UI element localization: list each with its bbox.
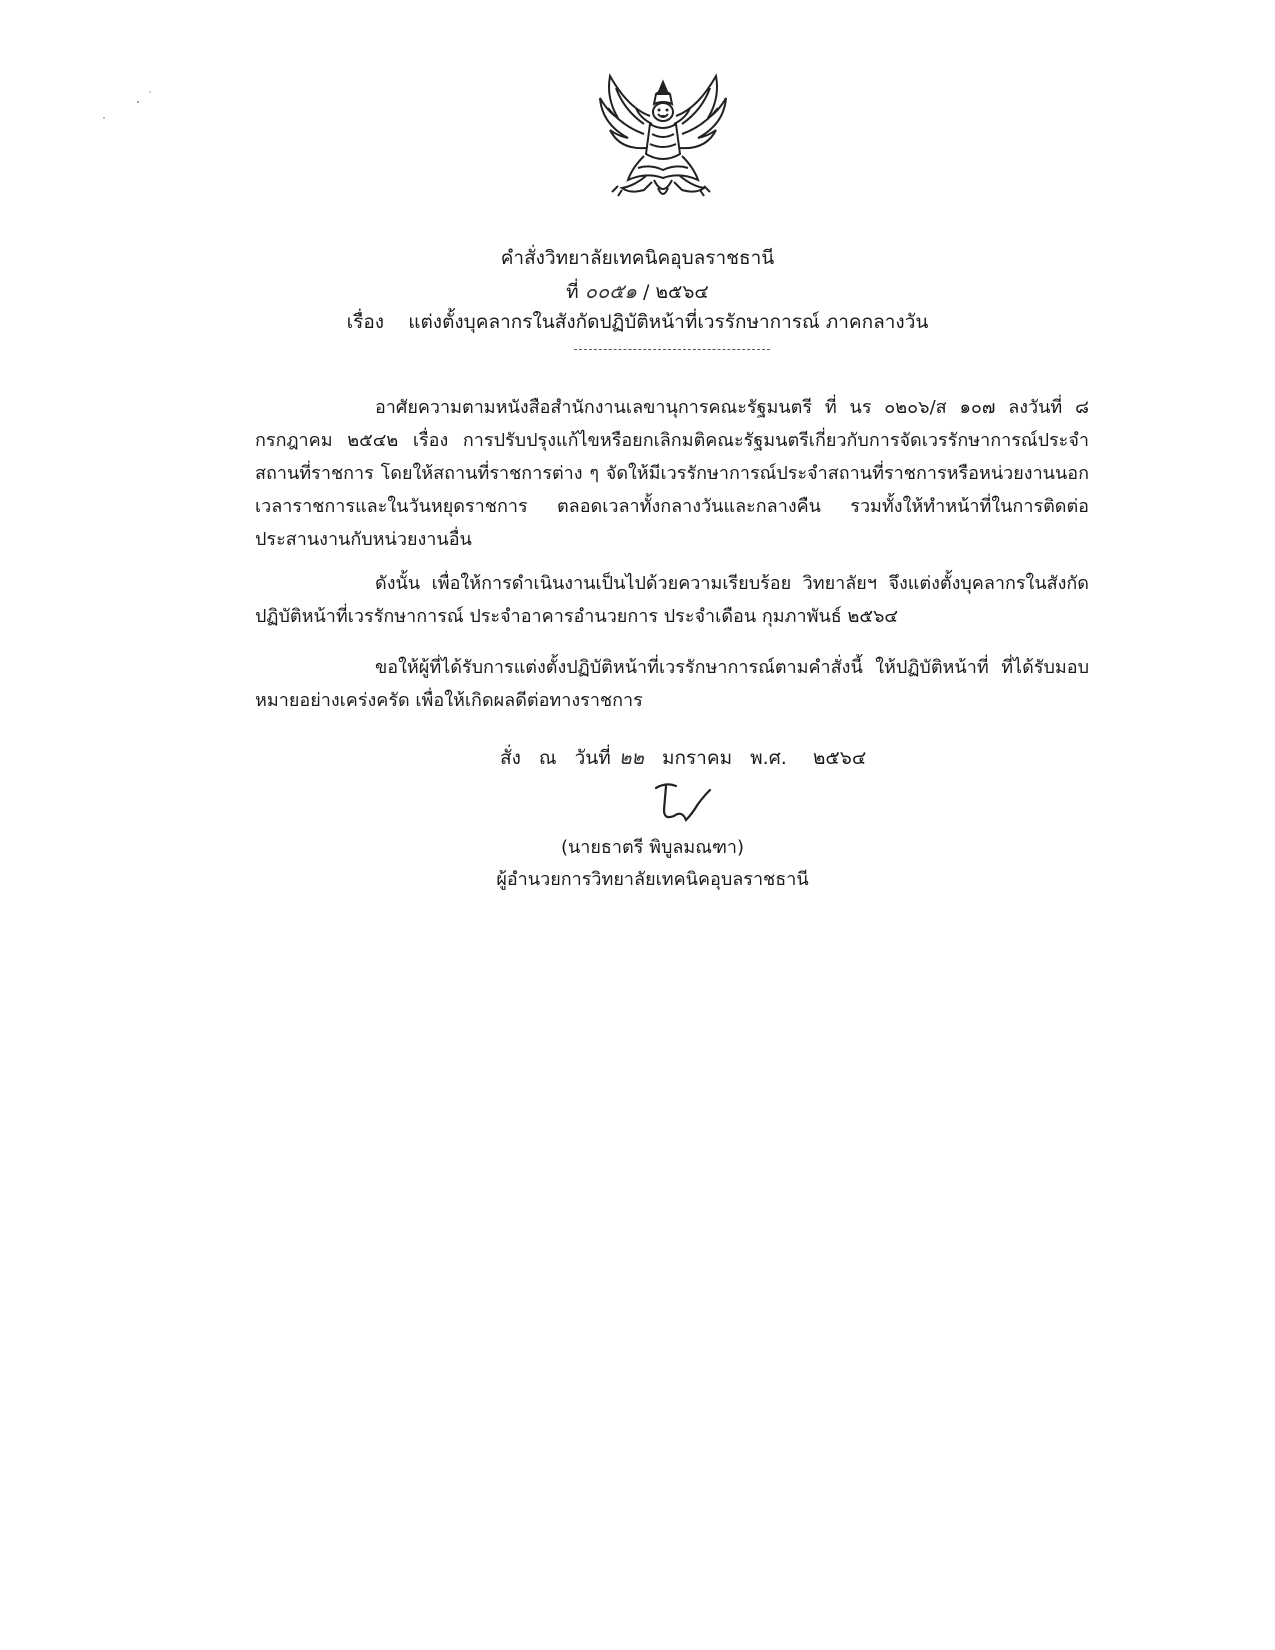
subject-text: แต่งตั้งบุคลากรในสังกัดปฏิบัติหน้าที่เวรรักษาการณ์ ภาคกลางวัน <box>408 311 929 333</box>
date-day-handwritten: ๒๒ <box>618 747 644 769</box>
subject-label: เรื่อง <box>346 311 385 333</box>
date-day-label: วันที่ <box>574 747 611 769</box>
date-year: ๒๕๖๔ <box>812 747 867 769</box>
order-date <box>500 743 878 773</box>
handwritten-signature-icon <box>652 780 712 826</box>
order-number <box>0 275 1275 307</box>
order-number-handwritten: ๐๐๕๑ <box>584 279 637 303</box>
paragraph-3-text: ขอให้ผู้ที่ได้รับการแต่งตั้งปฏิบัติหน้าที่เวรรักษาการณ์ตามคำสั่งนี้ ให้ปฏิบัติหน้าที่ ที่ได้รับมอบหมายอย่างเคร่งครัด เพื่อให้เกิดผลดีต่อทางราชการ <box>255 657 1089 711</box>
paragraph-1 <box>255 391 1089 556</box>
order-subject <box>0 307 1275 337</box>
scan-specks <box>100 80 180 140</box>
date-era: พ.ศ. <box>750 747 787 769</box>
order-number-year: / ๒๕๖๔ <box>643 281 709 303</box>
date-month: มกราคม <box>661 747 733 769</box>
order-title: คำสั่งวิทยาลัยเทคนิคอุบลราชธานี <box>500 247 775 269</box>
garuda-emblem-icon <box>588 68 738 218</box>
date-prefix: สั่ง <box>500 747 521 769</box>
signer-name: (นายธาตรี พิบูลมณฑา) <box>560 837 745 858</box>
paragraph-3 <box>255 651 1089 717</box>
paragraph-2-text: ดังนั้น เพื่อให้การดำเนินงานเป็นไปด้วยความเรียบร้อย วิทยาลัยฯ จึงแต่งตั้งบุคลากรในสังกัดปฏิบัติหน้าที่เวรรักษาการณ์ ประจำอาคารอำนวยการ ประจำเดือน กุมภาพันธ์ ๒๕๖๔ <box>255 573 1089 627</box>
date-at: ณ <box>538 747 557 769</box>
header-divider <box>574 349 770 350</box>
paragraph-2 <box>255 567 1089 633</box>
paragraph-1-text: อาศัยความตามหนังสือสำนักงานเลขานุการคณะรัฐมนตรี ที่ นร ๐๒๐๖/ส ๑๐๗ ลงวันที่ ๘ กรกฎาคม ๒๕๔๒ เรื่อง การปรับปรุงแก้ไขหรือยกเลิกมติคณะรัฐมนตรีเกี่ยวกับการจัดเวรรักษาการณ์ประจำสถานที่ราชการ โดยให้สถานที่ราชการต่าง ๆ จัดให้มีเวรรักษาการณ์ประจำสถานที่ราชการหรือหน่วยงานนอกเวลาราชการและในวันหยุดราชการ ตลอดเวลาทั้งกลางวันและกลางคืน รวมทั้งให้ทำหน้าที่ในการติดต่อประสานงานกับหน่วยงานอื่น <box>255 397 1089 550</box>
signer-position: ผู้อำนวยการวิทยาลัยเทคนิคอุบลราชธานี <box>496 869 809 890</box>
order-number-prefix: ที่ <box>566 281 579 303</box>
